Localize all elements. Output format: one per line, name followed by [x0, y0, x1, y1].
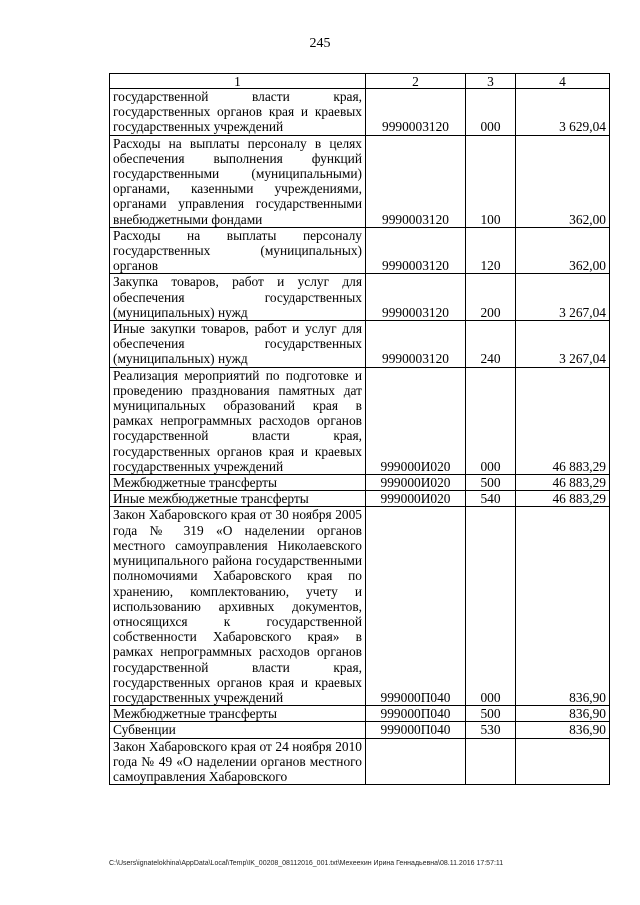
target-code: 999000П040 — [366, 706, 466, 722]
column-header-2: 2 — [366, 74, 466, 89]
expense-name: Закон Хабаровского края от 30 ноября 2005 года № 319 «О наделении органов местного самоуправления Николаевского муниципального района государственными полномочиями Хабаровского края по хранению, комплектованию, учету и использованию архивных документов, относящихся к государственной собственности Хабаровского края» в рамках непрограммных расходов органов государственной власти края, государственных органов края и краевых государственных учреждений — [110, 507, 366, 706]
table-row — [110, 367, 610, 474]
amount: 362,00 — [516, 227, 610, 274]
amount: 3 629,04 — [516, 89, 610, 136]
expense-name: Межбюджетные трансферты — [110, 706, 366, 722]
expense-type: 500 — [466, 706, 516, 722]
expense-name: Субвенции — [110, 722, 366, 738]
table-row — [110, 491, 610, 507]
table-row — [110, 475, 610, 491]
target-code: 9990003120 — [366, 89, 466, 136]
table-row — [110, 89, 610, 136]
amount: 3 267,04 — [516, 321, 610, 368]
table-row — [110, 227, 610, 274]
amount — [516, 738, 610, 785]
expense-name: Расходы на выплаты персоналу государственных (муниципальных) органов — [110, 227, 366, 274]
table-row — [110, 507, 610, 706]
target-code: 999000И020 — [366, 367, 466, 474]
table-row — [110, 722, 610, 738]
expense-name: Иные закупки товаров, работ и услуг для обеспечения государственных (муниципальных) нужд — [110, 321, 366, 368]
amount: 46 883,29 — [516, 367, 610, 474]
expense-type — [466, 738, 516, 785]
column-header-4: 4 — [516, 74, 610, 89]
expense-type: 000 — [466, 367, 516, 474]
target-code: 9990003120 — [366, 274, 466, 321]
table-row — [110, 738, 610, 785]
target-code: 9990003120 — [366, 227, 466, 274]
amount: 46 883,29 — [516, 491, 610, 507]
expense-name: Межбюджетные трансферты — [110, 475, 366, 491]
expense-type: 200 — [466, 274, 516, 321]
target-code: 9990003120 — [366, 321, 466, 368]
amount: 836,90 — [516, 722, 610, 738]
target-code: 999000И020 — [366, 491, 466, 507]
expense-name: Реализация мероприятий по подготовке и проведению празднования памятных дат муниципальных образований края в рамках непрограммных расходов органов государственной власти края, государственных органов края и краевых государственных учреждений — [110, 367, 366, 474]
expense-type: 530 — [466, 722, 516, 738]
expense-name: Иные межбюджетные трансферты — [110, 491, 366, 507]
expense-type: 240 — [466, 321, 516, 368]
expense-type: 500 — [466, 475, 516, 491]
column-header-3: 3 — [466, 74, 516, 89]
amount: 362,00 — [516, 135, 610, 227]
target-code — [366, 738, 466, 785]
target-code: 999000П040 — [366, 722, 466, 738]
expense-name: Расходы на выплаты персоналу в целях обеспечения выполнения функций государственными (муниципальными) органами, казенными учреждениями, органами управления государственными внебюджетными фондами — [110, 135, 366, 227]
table-row — [110, 135, 610, 227]
expense-name: Закупка товаров, работ и услуг для обеспечения государственных (муниципальных) нужд — [110, 274, 366, 321]
expense-type: 000 — [466, 89, 516, 136]
budget-table — [109, 73, 610, 785]
table-header-row — [110, 74, 610, 89]
expense-name: государственной власти края, государственных органов края и краевых государственных учреждений — [110, 89, 366, 136]
table-row — [110, 321, 610, 368]
expense-name: Закон Хабаровского края от 24 ноября 2010 года № 49 «О наделении органов местного самоуправления Хабаровского — [110, 738, 366, 785]
expense-type: 000 — [466, 507, 516, 706]
amount: 3 267,04 — [516, 274, 610, 321]
table-row — [110, 274, 610, 321]
target-code: 9990003120 — [366, 135, 466, 227]
table-row — [110, 706, 610, 722]
expense-type: 120 — [466, 227, 516, 274]
target-code: 999000И020 — [366, 475, 466, 491]
footer-file-path: C:\Users\ignatelokhina\AppData\Local\Temp\IK_00208_08112016_001.txt\Мехеехин Ирина Геннадьевна\08.11.2016 17:57:11 — [109, 860, 504, 867]
expense-type: 100 — [466, 135, 516, 227]
expense-type: 540 — [466, 491, 516, 507]
page-number: 245 — [309, 36, 331, 51]
amount: 836,90 — [516, 706, 610, 722]
amount: 836,90 — [516, 507, 610, 706]
column-header-1: 1 — [110, 74, 366, 89]
amount: 46 883,29 — [516, 475, 610, 491]
target-code: 999000П040 — [366, 507, 466, 706]
